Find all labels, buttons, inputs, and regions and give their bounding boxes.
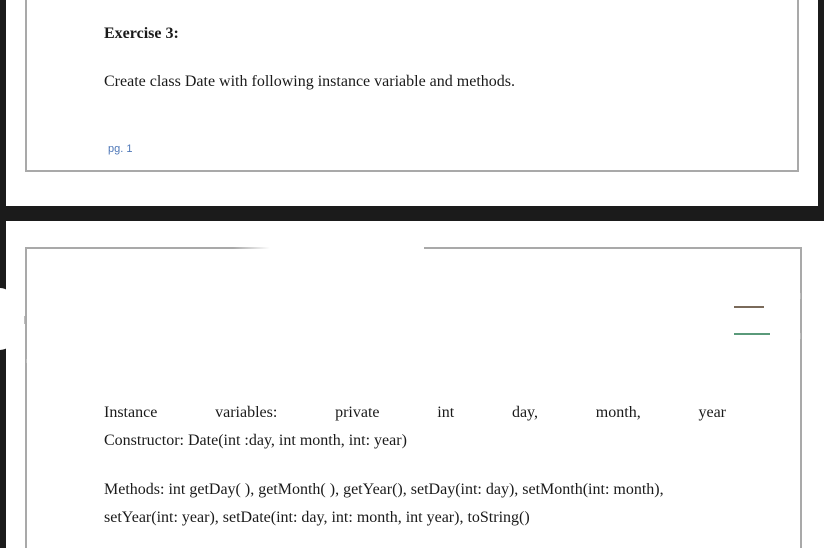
margin-tick [26, 359, 27, 363]
instance-variables-word: month, [595, 404, 641, 421]
page-2-border-top-left [25, 247, 270, 249]
margin-tick [800, 293, 801, 299]
exercise-heading: Exercise 3: [104, 25, 179, 42]
exercise-description: Create class Date with following instance variable and methods. [104, 73, 515, 90]
page-2-border [25, 247, 802, 548]
page-2 [6, 221, 824, 548]
instance-variables-word: day, [511, 404, 539, 421]
page-1 [6, 0, 818, 206]
left-edge-mark [0, 288, 14, 350]
instance-variables-word: Instance [104, 404, 158, 421]
scan-artifact [734, 306, 764, 308]
instance-variables-line [104, 404, 726, 422]
instance-variables-word: int [437, 404, 455, 421]
instance-variables-word: private [335, 404, 380, 421]
scan-artifact [734, 333, 770, 335]
page-2-border-top-right [424, 247, 802, 249]
instance-variables-word: year [698, 404, 726, 421]
instance-variables-word: variables: [215, 404, 278, 421]
page-number: pg. 1 [108, 143, 133, 155]
margin-tick [24, 316, 25, 324]
methods-line-2: setYear(int: year), setDate(int: day, int: month, int year), toString() [104, 509, 530, 526]
constructor-line: Constructor: Date(int :day, int month, int: year) [104, 432, 407, 449]
methods-line-1: Methods: int getDay( ), getMonth( ), getYear(), setDay(int: day), setMonth(int: month), [104, 481, 664, 498]
margin-tick [800, 333, 801, 339]
